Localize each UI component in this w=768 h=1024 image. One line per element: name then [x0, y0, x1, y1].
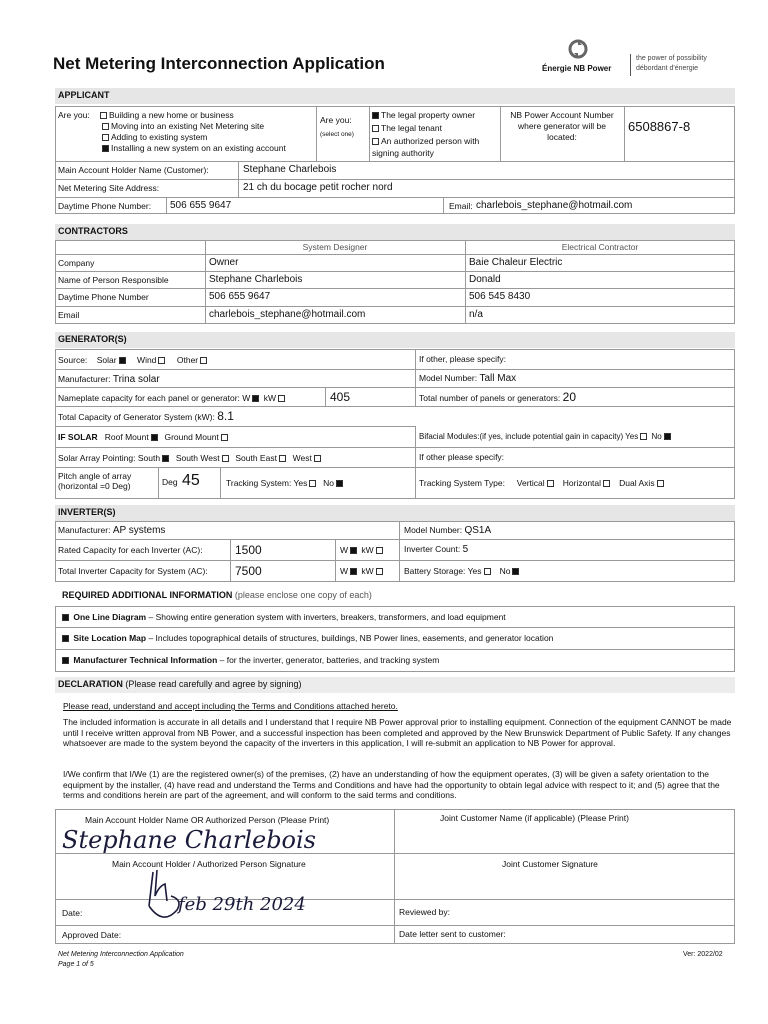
total-cap-label: Total Capacity of Generator System (kW):: [58, 412, 215, 422]
gen-manufacturer-label: Manufacturer:: [58, 374, 111, 384]
wind-checkbox[interactable]: [158, 357, 165, 364]
letter-sent-label: Date letter sent to customer:: [399, 929, 506, 939]
col-system-designer: System Designer: [302, 242, 368, 252]
site-value[interactable]: 21 ch du bocage petit rocher nord: [243, 182, 393, 193]
checkbox[interactable]: [102, 134, 109, 141]
pointing-label: Solar Array Pointing:: [58, 453, 136, 463]
nameplate-label: Nameplate capacity for each panel or generator:: [58, 393, 240, 403]
print-name-label: Main Account Holder Name OR Authorized Person (Please Print): [85, 815, 330, 825]
inv-model-row: [404, 525, 491, 536]
checkbox-checked[interactable]: [62, 614, 69, 621]
terms-link[interactable]: Please read, understand and accept including the Terms and Conditions attached hereto.: [63, 701, 398, 711]
option-authorized-cont: signing authority: [372, 148, 434, 158]
option-label: Building a new home or business: [109, 110, 234, 120]
logo-tagline-en: the power of possibility: [636, 55, 707, 62]
applicant-option-moving[interactable]: [100, 121, 264, 132]
rated-kw-checkbox[interactable]: [376, 547, 383, 554]
nb-power-logo: [540, 38, 730, 80]
nb-power-logo-icon: [566, 38, 590, 60]
item-desc: – for the inverter, generator, batteries, and tracking system: [217, 655, 440, 665]
tracking-type-label: Tracking System Type:: [419, 478, 505, 488]
item-title: Manufacturer Technical Information: [73, 655, 218, 665]
item-desc: – Showing entire generation system with inverters, breakers, transformers, and load equipment: [146, 612, 506, 622]
battery-no-checkbox[interactable]: [512, 568, 519, 575]
gen-model-label: Model Number:: [419, 373, 478, 383]
item-desc: – Includes topographical details of structures, buildings, NB Power lines, easements, and generator location: [146, 633, 554, 643]
generators-box: [55, 349, 735, 499]
tracking-type-row: [419, 478, 666, 489]
total-inv-label: Total Inverter Capacity for System (AC):: [58, 566, 208, 576]
checkbox[interactable]: [372, 138, 379, 145]
horizontal-label: Horizontal: [562, 478, 602, 488]
email-label: Email:: [449, 201, 473, 211]
section-inverters: INVERTER(S): [55, 505, 735, 521]
declaration-sub: (Please read carefully and agree by signing): [125, 679, 302, 689]
other-label: Other: [176, 355, 199, 365]
checkbox[interactable]: [102, 123, 109, 130]
option-label: Moving into an existing Net Metering site: [111, 121, 265, 131]
designer-company[interactable]: Owner: [209, 257, 239, 268]
email-value[interactable]: charlebois_stephane@hotmail.com: [476, 200, 633, 211]
nameplate-value[interactable]: 405: [330, 390, 351, 404]
account-label-2: where generator will be: [518, 121, 606, 131]
approved-date-label: Approved Date:: [62, 930, 122, 940]
inv-count-label: Inverter Count:: [404, 544, 461, 554]
electrical-company[interactable]: Baie Chaleur Electric: [469, 257, 563, 268]
section-declaration: [55, 677, 735, 693]
rated-w-checkbox[interactable]: [350, 547, 357, 554]
roof-mount-label: Roof Mount: [104, 432, 149, 442]
vertical-label: Vertical: [516, 478, 545, 488]
rated-value[interactable]: 1500: [235, 543, 262, 557]
electrical-person[interactable]: Donald: [469, 274, 501, 285]
joint-signature-label: Joint Customer Signature: [502, 859, 598, 869]
footer-page: Page 1 of 5: [58, 961, 94, 968]
dual-axis-label: Dual Axis: [619, 478, 655, 488]
option-label: The legal tenant: [381, 123, 442, 133]
roof-mount-checkbox[interactable]: [151, 434, 158, 441]
option-authorized[interactable]: [370, 136, 479, 147]
bifacial-label: Bifacial Modules:(if yes, include potential gain in capacity) Yes: [419, 432, 639, 441]
inv-model-value[interactable]: QS1A: [464, 525, 492, 536]
solar-checkbox[interactable]: [119, 357, 126, 364]
footer-version: Ver: 2022/02: [683, 951, 723, 958]
south-checkbox[interactable]: [162, 455, 169, 462]
required-title: REQUIRED ADDITIONAL INFORMATION: [62, 590, 233, 600]
total-cap-row: [58, 411, 234, 423]
gen-model-row: [419, 373, 516, 384]
required-item-site-map[interactable]: [60, 633, 553, 644]
printed-name-handwritten[interactable]: Stephane Charlebois: [62, 826, 316, 854]
page-title: Net Metering Interconnection Application: [53, 54, 385, 73]
row-label-company: Company: [58, 258, 95, 268]
other-checkbox[interactable]: [200, 357, 207, 364]
designer-email[interactable]: charlebois_stephane@hotmail.com: [209, 309, 366, 320]
inv-manufacturer-value[interactable]: AP systems: [112, 525, 166, 536]
deg-label: Deg: [162, 477, 178, 487]
applicant-option-building[interactable]: [98, 110, 234, 121]
solar-label: Solar: [96, 355, 117, 365]
electrical-phone[interactable]: 506 545 8430: [469, 291, 531, 302]
declaration-para-1: The included information is accurate in all details and I understand that I require NB Power approval prior to installing equipment. Connection of the equipment CANNOT be made until I receive written approval from NB Power, and a successful inspection has been completed and approved by the New Brunswick Department of Public Safety. If any changes whatsoever are made to the system beyond the capacity of the inverters in this application, I will re-submit an application to NB Power for approval.: [63, 717, 732, 748]
bifacial-row: [419, 431, 673, 442]
col-electrical-contractor: Electrical Contractor: [561, 242, 639, 252]
panels-value[interactable]: 20: [562, 390, 577, 404]
bifacial-yes-checkbox[interactable]: [640, 433, 647, 440]
bifacial-no-checkbox[interactable]: [664, 433, 671, 440]
checkbox-checked[interactable]: [62, 657, 69, 664]
select-one-hint: (select one): [320, 131, 354, 138]
logo-tagline: [636, 54, 707, 74]
tracking-no-label: No: [323, 478, 335, 488]
are-you-2-label: Are you:: [320, 115, 352, 125]
holder-value[interactable]: Stephane Charlebois: [243, 164, 337, 175]
declaration-para-2: I/We confirm that I/We (1) are the registered owner(s) of the premises, (2) have an understanding of how the equipment operates, (3) will be given a safety orientation to the equipment by the installer, (4) have read and understand the Terms and Conditions and have had the opportunity to obtain legal advice with respect to it; and (5) agree that the terms and conditions herein are part of the agreement, and will conform to the said terms and conditions.: [63, 769, 720, 800]
panels-label: Total number of panels or generators:: [419, 393, 561, 403]
gen-manufacturer-row: [58, 374, 160, 385]
vertical-checkbox[interactable]: [547, 480, 554, 487]
item-title: One Line Diagram: [73, 612, 147, 622]
phone-value[interactable]: 506 655 9647: [170, 200, 232, 211]
pitch-label: [58, 471, 131, 491]
total-w-checkbox[interactable]: [350, 568, 357, 575]
source-label: Source:: [58, 355, 88, 365]
option-tenant[interactable]: [370, 123, 442, 134]
declaration-title: DECLARATION: [58, 679, 123, 689]
other-specify-2-label: If other please specify:: [419, 452, 505, 462]
west-checkbox[interactable]: [314, 455, 321, 462]
designer-person[interactable]: Stephane Charlebois: [209, 274, 303, 285]
holder-label: Main Account Holder Name (Customer):: [58, 165, 209, 175]
unit-kw: kW: [263, 393, 276, 403]
signature-label: Main Account Holder / Authorized Person Signature: [112, 859, 306, 869]
inv-manufacturer-label: Manufacturer:: [58, 525, 111, 535]
gen-model-value[interactable]: Tall Max: [479, 373, 517, 384]
inv-count-value[interactable]: 5: [462, 544, 469, 555]
applicant-option-installing[interactable]: [100, 143, 286, 154]
bifacial-no-label: No: [651, 432, 662, 441]
tracking-row: [226, 478, 345, 489]
required-item-one-line[interactable]: [60, 612, 506, 623]
battery-row: [404, 566, 521, 577]
source-row: [58, 355, 209, 366]
option-label: Adding to existing system: [111, 132, 208, 142]
section-required: [62, 590, 372, 601]
checkbox-checked[interactable]: [102, 145, 109, 152]
are-you-label: Are you:: [58, 110, 90, 120]
required-sub: (please enclose one copy of each): [234, 590, 372, 600]
ground-mount-label: Ground Mount: [164, 432, 219, 442]
nameplate-row: [58, 393, 287, 404]
designer-phone[interactable]: 506 655 9647: [209, 291, 271, 302]
if-solar-row: [58, 432, 230, 443]
section-generators: GENERATOR(S): [55, 332, 735, 348]
pitch-value[interactable]: 45: [182, 472, 200, 489]
date-label: Date:: [62, 908, 83, 918]
reviewed-label: Reviewed by:: [399, 907, 451, 917]
footer-form-name: Net Metering Interconnection Application: [58, 951, 184, 958]
logo-name: Énergie NB Power: [542, 64, 612, 73]
option-owner[interactable]: [370, 110, 475, 121]
applicant-option-adding[interactable]: [100, 132, 207, 143]
tracking-label: Tracking System: Yes: [226, 478, 308, 488]
required-item-tech-info[interactable]: [60, 655, 439, 666]
battery-no-label: No: [499, 566, 511, 576]
south-east-checkbox[interactable]: [279, 455, 286, 462]
if-solar-label: IF SOLAR: [58, 432, 98, 442]
horizontal-checkbox[interactable]: [603, 480, 610, 487]
south-east-label: South East: [235, 453, 277, 463]
unit-w-checkbox[interactable]: [252, 395, 259, 402]
site-label: Net Metering Site Address:: [58, 183, 160, 193]
south-west-checkbox[interactable]: [222, 455, 229, 462]
unit-w: W: [242, 393, 251, 403]
row-label-email: Email: [58, 310, 80, 320]
tracking-no-checkbox[interactable]: [336, 480, 343, 487]
date-handwritten[interactable]: feb 29th 2024: [178, 894, 306, 915]
ground-mount-checkbox[interactable]: [221, 434, 228, 441]
total-kw-checkbox[interactable]: [376, 568, 383, 575]
west-label: West: [292, 453, 312, 463]
checkbox-checked[interactable]: [372, 112, 379, 119]
panels-row: [419, 392, 576, 404]
row-label-person: Name of Person Responsible: [58, 275, 169, 285]
inv-manufacturer-row: [58, 525, 165, 536]
gen-manufacturer-value[interactable]: Trina solar: [112, 374, 160, 385]
joint-print-label: Joint Customer Name (if applicable) (Please Print): [440, 813, 629, 823]
checkbox[interactable]: [100, 112, 107, 119]
option-label: The legal property owner: [381, 110, 476, 120]
option-label: An authorized person with: [381, 136, 480, 146]
account-label-1: NB Power Account Number: [510, 110, 614, 120]
dual-axis-checkbox[interactable]: [657, 480, 664, 487]
logo-divider: [630, 54, 631, 76]
pointing-row: [58, 453, 323, 464]
inv-model-label: Model Number:: [404, 525, 463, 535]
total-cap-value[interactable]: 8.1: [217, 409, 234, 423]
pitch-label-1: Pitch angle of array: [58, 471, 132, 481]
south-label: South: [137, 453, 161, 463]
south-west-label: South West: [175, 453, 220, 463]
rated-label: Rated Capacity for each Inverter (AC):: [58, 545, 203, 555]
pitch-label-2: (horizontal =0 Deg): [58, 481, 131, 491]
item-title: Site Location Map: [73, 633, 147, 643]
rated-units: W kW: [340, 545, 385, 556]
section-applicant: APPLICANT: [55, 88, 735, 104]
total-inv-value[interactable]: 7500: [235, 564, 262, 578]
checkbox[interactable]: [372, 125, 379, 132]
account-label-3: located:: [547, 132, 577, 142]
electrical-email[interactable]: n/a: [469, 309, 483, 320]
inv-count-row: [404, 544, 468, 555]
logo-tagline-fr: débordant d'énergie: [636, 65, 699, 72]
tracking-yes-checkbox[interactable]: [309, 480, 316, 487]
checkbox-checked[interactable]: [62, 635, 69, 642]
section-contractors: CONTRACTORS: [55, 224, 735, 240]
row-label-phone: Daytime Phone Number: [58, 292, 149, 302]
account-number[interactable]: 6508867-8: [628, 119, 691, 134]
wind-label: Wind: [137, 355, 157, 365]
unit-kw-checkbox[interactable]: [278, 395, 285, 402]
other-specify-label: If other, please specify:: [419, 354, 506, 364]
battery-label: Battery Storage: Yes: [404, 566, 482, 576]
option-label: Installing a new system on an existing account: [111, 143, 286, 153]
battery-yes-checkbox[interactable]: [484, 568, 491, 575]
total-inv-units: W kW: [340, 566, 385, 577]
phone-label: Daytime Phone Number:: [58, 201, 152, 211]
